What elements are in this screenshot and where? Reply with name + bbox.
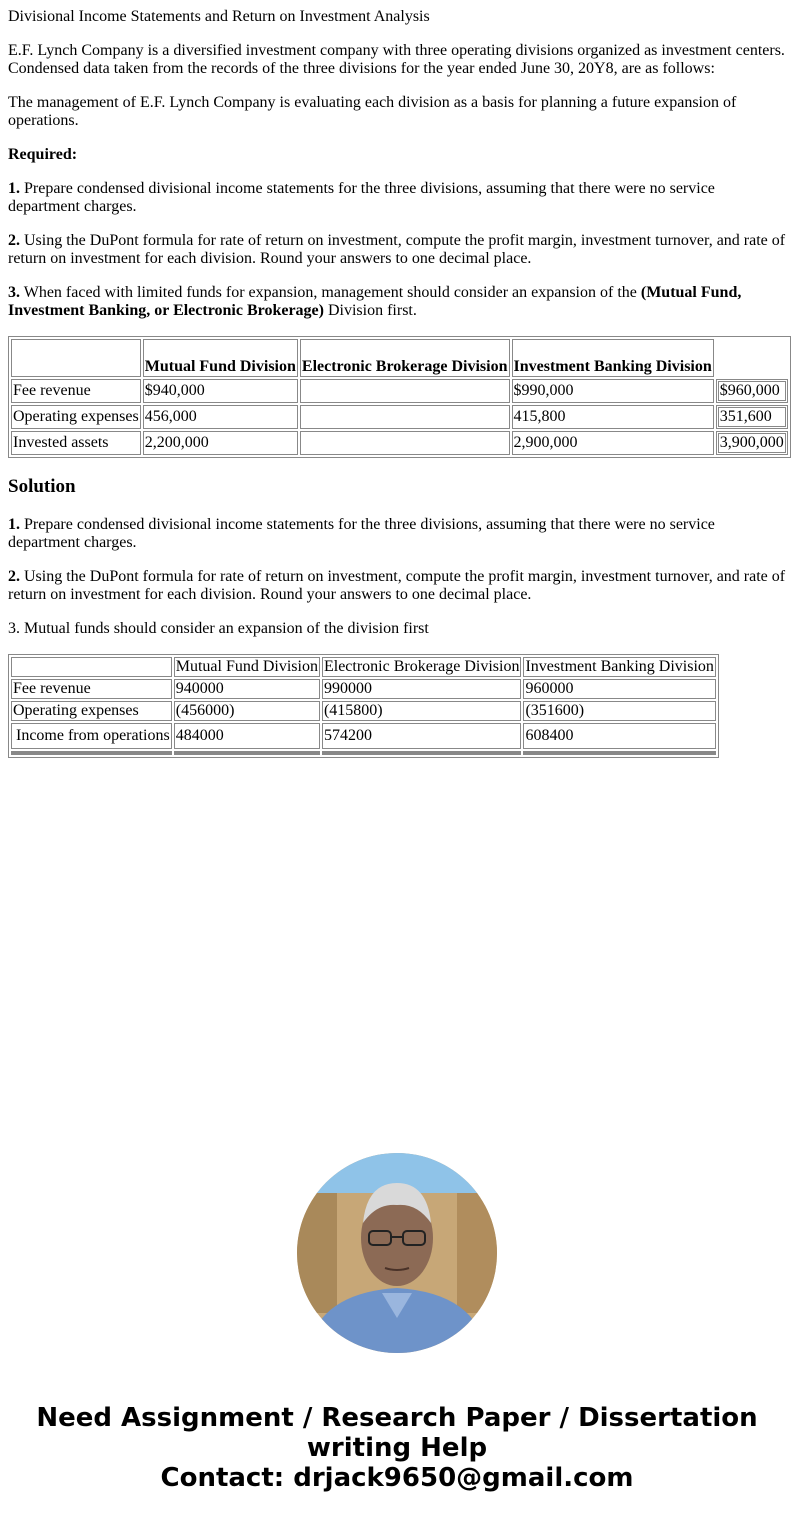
table-row: Fee revenue 940000 990000 960000 (11, 679, 716, 699)
table-row-empty (11, 751, 716, 755)
footer-contact: Contact: drjack9650@gmail.com (160, 1463, 634, 1493)
required-label: Required: (8, 146, 78, 163)
division-data-table (8, 336, 791, 458)
footer-help-text: Need Assignment / Research Paper / Dissertation writing Help (36, 1403, 758, 1463)
income-statement-table (8, 654, 719, 758)
question-1: 1. Prepare condensed divisional income statements for the three divisions, assuming that there were no service department charges. (8, 180, 715, 215)
author-photo (297, 1153, 497, 1353)
solution-3: 3. Mutual funds should consider an expansion of the division first (8, 620, 429, 637)
table-row: Fee revenue $940,000 $990,000 $960,000 (11, 379, 788, 403)
table-row: Operating expenses 456,000 415,800 351,600 (11, 405, 788, 429)
table-row: Invested assets 2,200,000 2,900,000 3,900,000 (11, 431, 788, 455)
intro-text: E.F. Lynch Company is a diversified investment company with three operating divisions organized as investment centers. Condensed data taken from the records of the three divisions for the year ended June 30, 20Y8, are as follows: (8, 42, 785, 77)
page-title: Divisional Income Statements and Return on Investment Analysis (8, 8, 430, 25)
table-row: Income from operations 484000 574200 608400 (11, 723, 716, 749)
solution-2: 2. Using the DuPont formula for rate of return on investment, compute the profit margin, investment turnover, and rate of return on investment for each division. Round your answers to one decimal place. (8, 568, 786, 603)
management-text: The management of E.F. Lynch Company is evaluating each division as a basis for planning a future expansion of operations. (8, 94, 737, 129)
question-3: 3. When faced with limited funds for expansion, management should consider an expansion of the (Mutual Fund, Investment Banking, or Electronic Brokerage) Division first. (8, 284, 742, 319)
question-2: 2. Using the DuPont formula for rate of return on investment, compute the profit margin, investment turnover, and rate of return on investment for each division. Round your answers to one decimal place. (8, 232, 786, 267)
footer-banner (0, 1403, 794, 1493)
table-row: Operating expenses (456000) (415800) (351600) (11, 701, 716, 721)
table-header-row: Mutual Fund Division Electronic Brokerage Division Investment Banking Division (11, 339, 788, 377)
solution-1: 1. Prepare condensed divisional income statements for the three divisions, assuming that there were no service department charges. (8, 516, 715, 551)
solution-heading: Solution (8, 476, 76, 497)
table-header-row: Mutual Fund Division Electronic Brokerage Division Investment Banking Division (11, 657, 716, 677)
